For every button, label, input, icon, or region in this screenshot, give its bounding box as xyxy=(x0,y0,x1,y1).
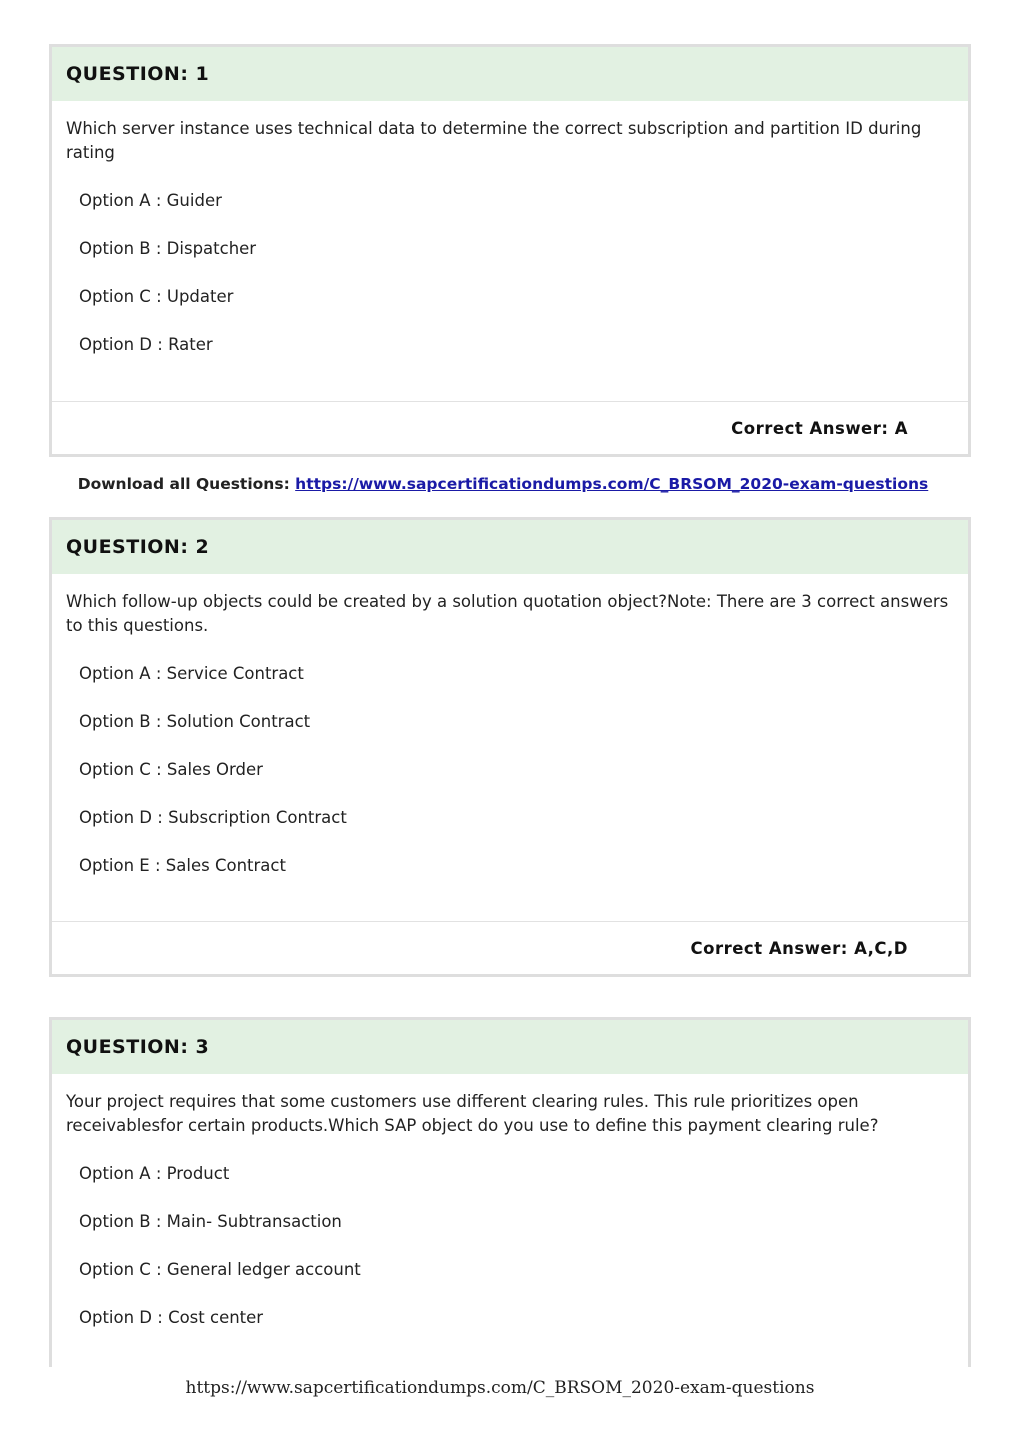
correct-answer: Correct Answer: A xyxy=(52,401,968,454)
question-heading: QUESTION: 3 xyxy=(52,1020,968,1074)
options-list xyxy=(52,177,968,369)
option-c: Option C : Updater xyxy=(79,287,234,306)
correct-answer: Correct Answer: A,C,D xyxy=(52,921,968,974)
options-list xyxy=(52,650,968,890)
option-d: Option D : Subscription Contract xyxy=(79,808,347,827)
option-a: Option A : Service Contract xyxy=(79,664,304,683)
option-d: Option D : Cost center xyxy=(79,1308,264,1327)
download-link[interactable]: https://www.sapcertificationdumps.com/C_BRSOM_2020-exam-questions xyxy=(295,475,929,493)
question-text: Which follow-up objects could be created by a solution quotation object?Note: There are 3 correct answers to this questions. xyxy=(66,592,949,635)
option-c: Option C : Sales Order xyxy=(79,760,263,779)
question-heading: QUESTION: 2 xyxy=(52,520,968,574)
option-e: Option E : Sales Contract xyxy=(79,856,286,875)
download-line xyxy=(0,475,1006,493)
question-text: Your project requires that some customers use different clearing rules. This rule prioritizes open receivablesfor certain products.Which SAP object do you use to define this payment clearing rule? xyxy=(66,1092,879,1135)
question-card-2 xyxy=(49,517,971,977)
footer-url: https://www.sapcertificationdumps.com/C_BRSOM_2020-exam-questions xyxy=(185,1378,815,1398)
options-list xyxy=(52,1150,968,1342)
question-text: Which server instance uses technical data to determine the correct subscription and partition ID during rating xyxy=(66,119,922,162)
option-b: Option B : Main- Subtransaction xyxy=(79,1212,342,1231)
download-label: Download all Questions: xyxy=(77,475,290,493)
option-b: Option B : Solution Contract xyxy=(79,712,311,731)
option-c: Option C : General ledger account xyxy=(79,1260,361,1279)
option-d: Option D : Rater xyxy=(79,335,213,354)
question-card-1 xyxy=(49,44,971,457)
question-card-3 xyxy=(49,1017,971,1397)
option-a: Option A : Product xyxy=(79,1164,230,1183)
question-heading: QUESTION: 1 xyxy=(52,47,968,101)
option-a: Option A : Guider xyxy=(79,191,222,210)
option-b: Option B : Dispatcher xyxy=(79,239,257,258)
